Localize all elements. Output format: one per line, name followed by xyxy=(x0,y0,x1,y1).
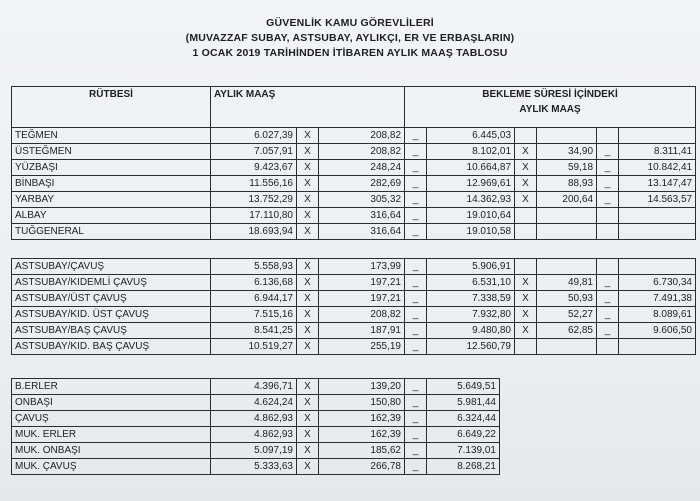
dash-symbol-2: _ xyxy=(597,275,619,291)
salary-cell: 4.624,24 xyxy=(211,395,297,411)
times-symbol-2 xyxy=(515,259,537,275)
rank-cell: B.ERLER xyxy=(12,379,211,395)
times-symbol: X xyxy=(297,192,319,208)
increment-2-cell: 34,90 xyxy=(537,144,597,160)
times-symbol-2 xyxy=(515,128,537,144)
times-symbol: X xyxy=(297,176,319,192)
table-row xyxy=(12,192,696,208)
officers-header-row xyxy=(12,87,696,128)
total-2-cell xyxy=(619,339,696,355)
dash-symbol: _ xyxy=(405,275,427,291)
times-symbol-2: X xyxy=(515,160,537,176)
increment-2-cell: 88,93 xyxy=(537,176,597,192)
total-cell: 6.324,44 xyxy=(427,411,500,427)
rank-cell: MUK. ERLER xyxy=(12,427,211,443)
times-symbol: X xyxy=(297,128,319,144)
table-row xyxy=(12,144,696,160)
increment-2-cell: 62,85 xyxy=(537,323,597,339)
dash-symbol: _ xyxy=(405,307,427,323)
total-2-cell xyxy=(619,128,696,144)
dash-symbol: _ xyxy=(405,323,427,339)
enlisted-body xyxy=(12,379,500,475)
times-symbol: X xyxy=(297,307,319,323)
times-symbol: X xyxy=(297,160,319,176)
salary-cell: 4.862,93 xyxy=(211,411,297,427)
salary-cell: 4.396,71 xyxy=(211,379,297,395)
monthly-salary-column-header: AYLIK MAAŞ xyxy=(211,87,405,128)
table-row xyxy=(12,411,500,427)
table-row xyxy=(12,427,500,443)
dash-symbol-2 xyxy=(597,224,619,240)
increment-cell: 248,24 xyxy=(319,160,405,176)
waiting-period-column-header xyxy=(405,87,696,128)
total-cell: 8.102,01 xyxy=(427,144,515,160)
total-cell: 6.649,22 xyxy=(427,427,500,443)
dash-symbol: _ xyxy=(405,411,427,427)
times-symbol: X xyxy=(297,259,319,275)
total-cell: 5.649,51 xyxy=(427,379,500,395)
increment-2-cell xyxy=(537,339,597,355)
times-symbol: X xyxy=(297,459,319,475)
increment-2-cell xyxy=(537,208,597,224)
times-symbol-2: X xyxy=(515,323,537,339)
total-cell: 7.139,01 xyxy=(427,443,500,459)
times-symbol-2: X xyxy=(515,176,537,192)
increment-cell: 208,82 xyxy=(319,128,405,144)
times-symbol-2: X xyxy=(515,307,537,323)
table-row xyxy=(12,224,696,240)
increment-cell: 282,69 xyxy=(319,176,405,192)
increment-2-cell xyxy=(537,224,597,240)
rank-cell: ASTSUBAY/ÜST ÇAVUŞ xyxy=(12,291,211,307)
dash-symbol: _ xyxy=(405,443,427,459)
increment-cell: 316,64 xyxy=(319,208,405,224)
increment-2-cell: 200,64 xyxy=(537,192,597,208)
salary-cell: 10.519,27 xyxy=(211,339,297,355)
table-row xyxy=(12,275,696,291)
increment-cell: 185,62 xyxy=(319,443,405,459)
increment-cell: 208,82 xyxy=(319,144,405,160)
times-symbol-2 xyxy=(515,339,537,355)
total-cell: 12.969,61 xyxy=(427,176,515,192)
dash-symbol: _ xyxy=(405,144,427,160)
salary-cell: 5.558,93 xyxy=(211,259,297,275)
table-row xyxy=(12,208,696,224)
increment-cell: 255,19 xyxy=(319,339,405,355)
total-2-cell: 9.606,50 xyxy=(619,323,696,339)
dash-symbol-2: _ xyxy=(597,160,619,176)
times-symbol: X xyxy=(297,443,319,459)
table-row xyxy=(12,259,696,275)
dash-symbol-2 xyxy=(597,339,619,355)
total-cell: 9.480,80 xyxy=(427,323,515,339)
total-2-cell: 13.147,47 xyxy=(619,176,696,192)
times-symbol-2: X xyxy=(515,275,537,291)
dash-symbol-2 xyxy=(597,208,619,224)
increment-2-cell: 50,93 xyxy=(537,291,597,307)
increment-cell: 208,82 xyxy=(319,307,405,323)
rank-cell: TEĞMEN xyxy=(12,128,211,144)
increment-2-cell: 52,27 xyxy=(537,307,597,323)
salary-cell: 7.515,16 xyxy=(211,307,297,323)
total-cell: 6.531,10 xyxy=(427,275,515,291)
dash-symbol-2: _ xyxy=(597,323,619,339)
waiting-header-line-2: AYLIK MAAŞ xyxy=(519,104,581,115)
times-symbol: X xyxy=(297,291,319,307)
table-row xyxy=(12,339,696,355)
rank-cell: ASTSUBAY/BAŞ ÇAVUŞ xyxy=(12,323,211,339)
table-row xyxy=(12,128,696,144)
increment-cell: 162,39 xyxy=(319,411,405,427)
dash-symbol-2: _ xyxy=(597,291,619,307)
table-row xyxy=(12,176,696,192)
total-cell: 10.664,87 xyxy=(427,160,515,176)
total-2-cell: 6.730,34 xyxy=(619,275,696,291)
times-symbol-2: X xyxy=(515,291,537,307)
dash-symbol: _ xyxy=(405,208,427,224)
increment-2-cell: 49,81 xyxy=(537,275,597,291)
salary-cell: 4.862,93 xyxy=(211,427,297,443)
enlisted-table xyxy=(11,378,500,475)
times-symbol: X xyxy=(297,339,319,355)
dash-symbol: _ xyxy=(405,259,427,275)
dash-symbol: _ xyxy=(405,192,427,208)
dash-symbol: _ xyxy=(405,128,427,144)
table-row xyxy=(12,307,696,323)
dash-symbol-2: _ xyxy=(597,307,619,323)
increment-cell: 162,39 xyxy=(319,427,405,443)
increment-cell: 187,91 xyxy=(319,323,405,339)
salary-cell: 8.541,25 xyxy=(211,323,297,339)
times-symbol: X xyxy=(297,427,319,443)
rank-column-header: RÜTBESİ xyxy=(12,87,211,128)
document-header xyxy=(0,16,700,61)
dash-symbol: _ xyxy=(405,395,427,411)
times-symbol: X xyxy=(297,411,319,427)
dash-symbol: _ xyxy=(405,459,427,475)
dash-symbol: _ xyxy=(405,291,427,307)
times-symbol: X xyxy=(297,224,319,240)
dash-symbol: _ xyxy=(405,176,427,192)
nco-body xyxy=(12,259,696,355)
increment-cell: 139,20 xyxy=(319,379,405,395)
rank-cell: ÜSTEĞMEN xyxy=(12,144,211,160)
dash-symbol-2: _ xyxy=(597,144,619,160)
table-row xyxy=(12,291,696,307)
table-row xyxy=(12,443,500,459)
rank-cell: ÇAVUŞ xyxy=(12,411,211,427)
header-line-2: (MUVAZZAF SUBAY, ASTSUBAY, AYLIKÇI, ER VE ERBAŞLARIN) xyxy=(185,32,515,44)
rank-cell: MUK. ÇAVUŞ xyxy=(12,459,211,475)
nco-table xyxy=(11,258,696,355)
times-symbol-2: X xyxy=(515,192,537,208)
increment-cell: 150,80 xyxy=(319,395,405,411)
total-2-cell: 8.089,61 xyxy=(619,307,696,323)
increment-cell: 197,21 xyxy=(319,291,405,307)
table-row xyxy=(12,395,500,411)
rank-cell: ASTSUBAY/KIDEMLİ ÇAVUŞ xyxy=(12,275,211,291)
total-cell: 5.981,44 xyxy=(427,395,500,411)
times-symbol: X xyxy=(297,208,319,224)
increment-2-cell xyxy=(537,128,597,144)
total-2-cell: 7.491,38 xyxy=(619,291,696,307)
salary-cell: 7.057,91 xyxy=(211,144,297,160)
increment-cell: 266,78 xyxy=(319,459,405,475)
salary-cell: 5.097,19 xyxy=(211,443,297,459)
salary-cell: 11.556,16 xyxy=(211,176,297,192)
total-cell: 14.362,93 xyxy=(427,192,515,208)
dash-symbol: _ xyxy=(405,224,427,240)
rank-cell: ASTSUBAY/KID. ÜST ÇAVUŞ xyxy=(12,307,211,323)
total-cell: 8.268,21 xyxy=(427,459,500,475)
increment-cell: 173,99 xyxy=(319,259,405,275)
total-cell: 19.010,64 xyxy=(427,208,515,224)
dash-symbol: _ xyxy=(405,339,427,355)
officers-table xyxy=(11,86,696,240)
salary-cell: 18.693,94 xyxy=(211,224,297,240)
dash-symbol: _ xyxy=(405,379,427,395)
rank-cell: ASTSUBAY/KID. BAŞ ÇAVUŞ xyxy=(12,339,211,355)
salary-cell: 6.944,17 xyxy=(211,291,297,307)
rank-cell: YÜZBAŞI xyxy=(12,160,211,176)
total-2-cell: 8.311,41 xyxy=(619,144,696,160)
total-cell: 12.560,79 xyxy=(427,339,515,355)
increment-cell: 305,32 xyxy=(319,192,405,208)
table-row xyxy=(12,160,696,176)
rank-cell: ONBAŞI xyxy=(12,395,211,411)
header-line-3: 1 OCAK 2019 TARİHİNDEN İTİBAREN AYLIK MAAŞ TABLOSU xyxy=(192,47,508,59)
total-2-cell: 10.842,41 xyxy=(619,160,696,176)
times-symbol-2 xyxy=(515,224,537,240)
times-symbol-2: X xyxy=(515,144,537,160)
dash-symbol: _ xyxy=(405,427,427,443)
total-cell: 5.906,91 xyxy=(427,259,515,275)
total-cell: 19.010,58 xyxy=(427,224,515,240)
total-cell: 7.338,59 xyxy=(427,291,515,307)
times-symbol: X xyxy=(297,323,319,339)
times-symbol: X xyxy=(297,395,319,411)
table-row xyxy=(12,379,500,395)
salary-cell: 6.136,68 xyxy=(211,275,297,291)
table-row xyxy=(12,459,500,475)
total-cell: 7.932,80 xyxy=(427,307,515,323)
rank-cell: MUK. ONBAŞI xyxy=(12,443,211,459)
times-symbol-2 xyxy=(515,208,537,224)
dash-symbol-2: _ xyxy=(597,176,619,192)
rank-cell: YARBAY xyxy=(12,192,211,208)
rank-cell: BİNBAŞI xyxy=(12,176,211,192)
total-2-cell xyxy=(619,208,696,224)
dash-symbol-2 xyxy=(597,128,619,144)
times-symbol: X xyxy=(297,379,319,395)
increment-cell: 316,64 xyxy=(319,224,405,240)
header-line-1: GÜVENLİK KAMU GÖREVLİLERİ xyxy=(266,17,434,29)
salary-cell: 9.423,67 xyxy=(211,160,297,176)
table-row xyxy=(12,323,696,339)
rank-cell: TUĞGENERAL xyxy=(12,224,211,240)
rank-cell: ALBAY xyxy=(12,208,211,224)
increment-2-cell: 59,18 xyxy=(537,160,597,176)
officers-body xyxy=(12,128,696,240)
total-2-cell: 14.563,57 xyxy=(619,192,696,208)
times-symbol: X xyxy=(297,275,319,291)
dash-symbol-2 xyxy=(597,259,619,275)
dash-symbol-2: _ xyxy=(597,192,619,208)
total-cell: 6.445,03 xyxy=(427,128,515,144)
total-2-cell xyxy=(619,224,696,240)
waiting-header-line-1: BEKLEME SÜRESİ İÇİNDEKİ xyxy=(482,89,618,100)
salary-cell: 6.027,39 xyxy=(211,128,297,144)
dash-symbol: _ xyxy=(405,160,427,176)
total-2-cell xyxy=(619,259,696,275)
rank-cell: ASTSUBAY/ÇAVUŞ xyxy=(12,259,211,275)
salary-cell: 17.110,80 xyxy=(211,208,297,224)
increment-cell: 197,21 xyxy=(319,275,405,291)
salary-cell: 5.333,63 xyxy=(211,459,297,475)
salary-cell: 13.752,29 xyxy=(211,192,297,208)
times-symbol: X xyxy=(297,144,319,160)
increment-2-cell xyxy=(537,259,597,275)
